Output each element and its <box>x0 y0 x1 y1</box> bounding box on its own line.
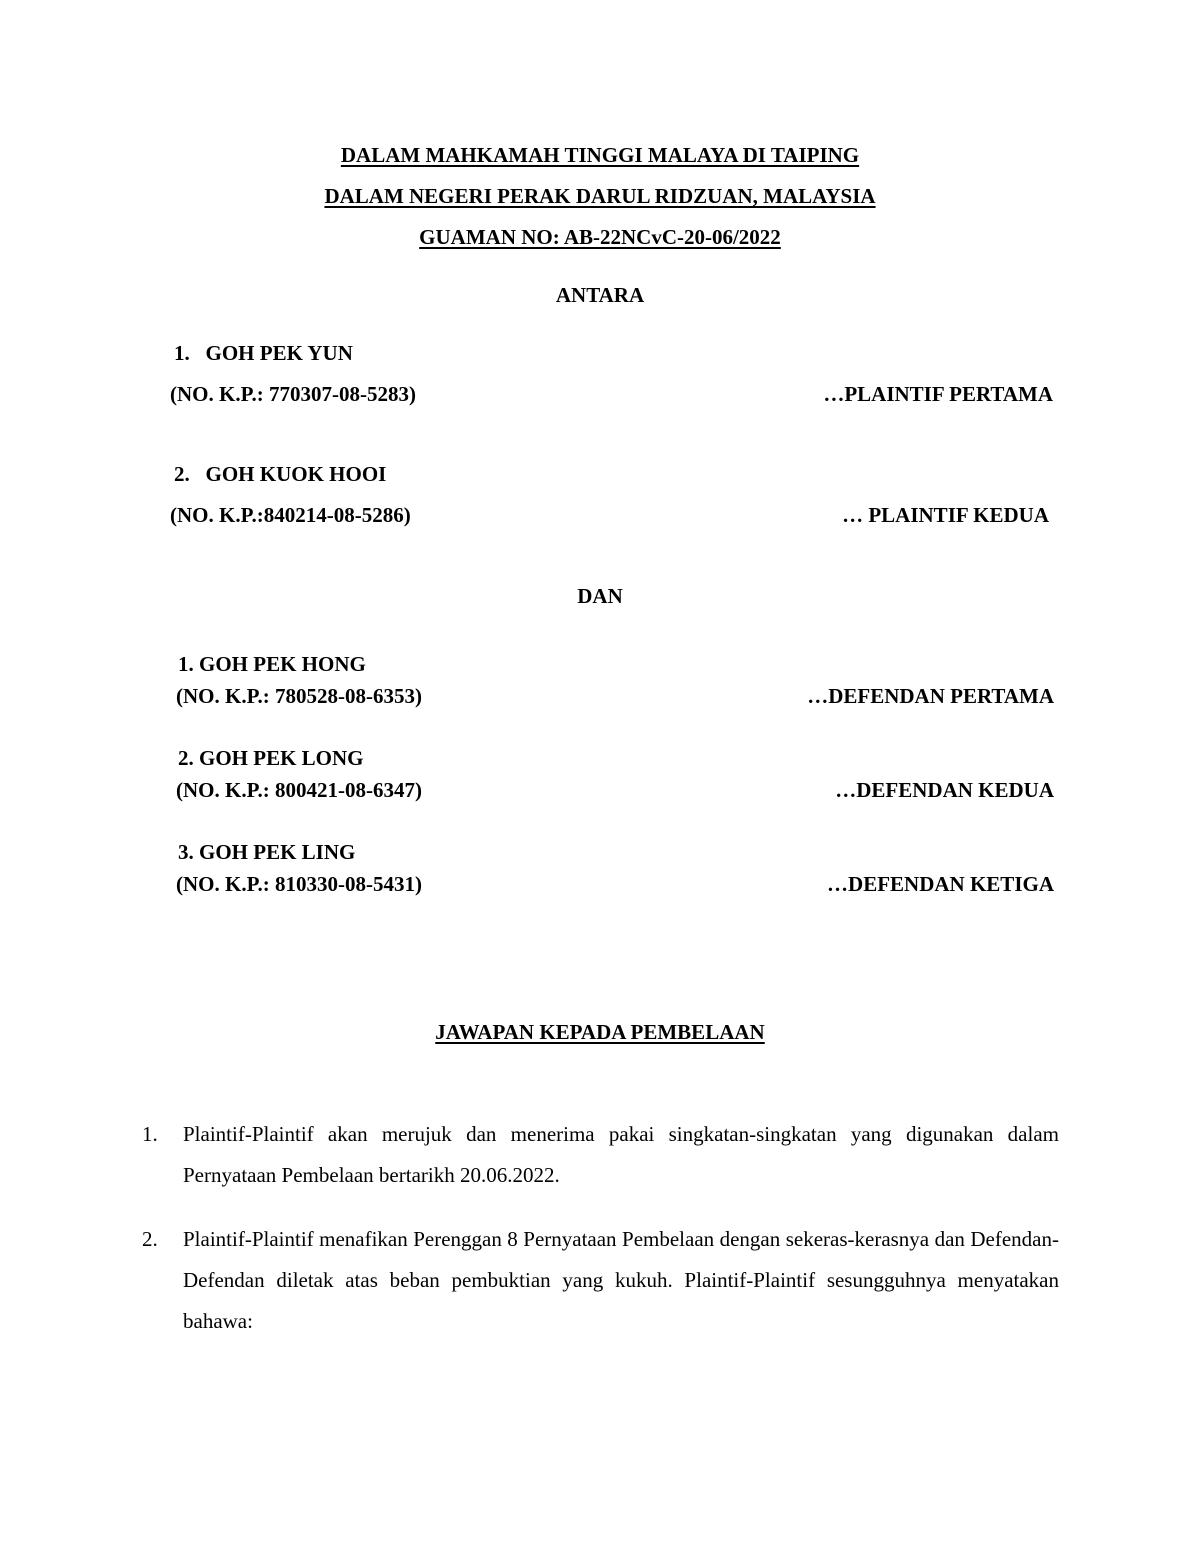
plaintiff-1-role: …PLAINTIF PERTAMA <box>823 382 1053 406</box>
defendant-2-name: 2. GOH PEK LONG <box>178 746 364 770</box>
defendant-3-name: 3. GOH PEK LING <box>178 840 356 864</box>
defendant-1-role: …DEFENDAN PERTAMA <box>807 684 1054 708</box>
defendant-3-role: …DEFENDAN KETIGA <box>827 872 1054 896</box>
court-heading: DALAM MAHKAMAH TINGGI MALAYA DI TAIPING <box>340 143 860 167</box>
paragraph-1-text: Plaintif-Plaintif akan merujuk dan menerima pakai singkatan-singkatan yang digunakan dalam Pernyataan Pembelaan bertarikh 20.06.2022. <box>183 1122 1059 1187</box>
defendant-1-name: 1. GOH PEK HONG <box>178 652 366 676</box>
paragraph-2-text: Plaintif-Plaintif menafikan Perenggan 8 Pernyataan Pembelaan dengan sekeras-kerasnya dan Defendan-Defendan diletak atas beban pembuktian yang kukuh. Plaintif-Plaintif sesungguhnya menyatakan bahawa: <box>183 1227 1059 1333</box>
suit-number: GUAMAN NO: AB-22NCvC-20-06/2022 <box>419 225 781 249</box>
plaintiff-1-name: 1. GOH PEK YUN <box>174 341 353 365</box>
between-label: ANTARA <box>555 283 645 307</box>
defendant-3-ic: (NO. K.P.: 810330-08-5431) <box>176 872 422 896</box>
document-title: JAWAPAN KEPADA PEMBELAAN <box>435 1020 765 1044</box>
paragraph-1-number: 1. <box>142 1122 158 1146</box>
plaintiff-1-ic: (NO. K.P.: 770307-08-5283) <box>170 382 416 406</box>
plaintiff-2-name: 2. GOH KUOK HOOI <box>174 462 387 486</box>
defendant-2-role: …DEFENDAN KEDUA <box>835 778 1054 802</box>
defendant-1-ic: (NO. K.P.: 780528-08-6353) <box>176 684 422 708</box>
defendant-2-ic: (NO. K.P.: 800421-08-6347) <box>176 778 422 802</box>
plaintiff-2-ic: (NO. K.P.:840214-08-5286) <box>170 503 411 527</box>
and-label: DAN <box>577 584 623 608</box>
plaintiff-2-role: … PLAINTIF KEDUA <box>842 503 1049 527</box>
state-heading: DALAM NEGERI PERAK DARUL RIDZUAN, MALAYSIA <box>324 184 876 208</box>
paragraph-2-number: 2. <box>142 1227 158 1251</box>
